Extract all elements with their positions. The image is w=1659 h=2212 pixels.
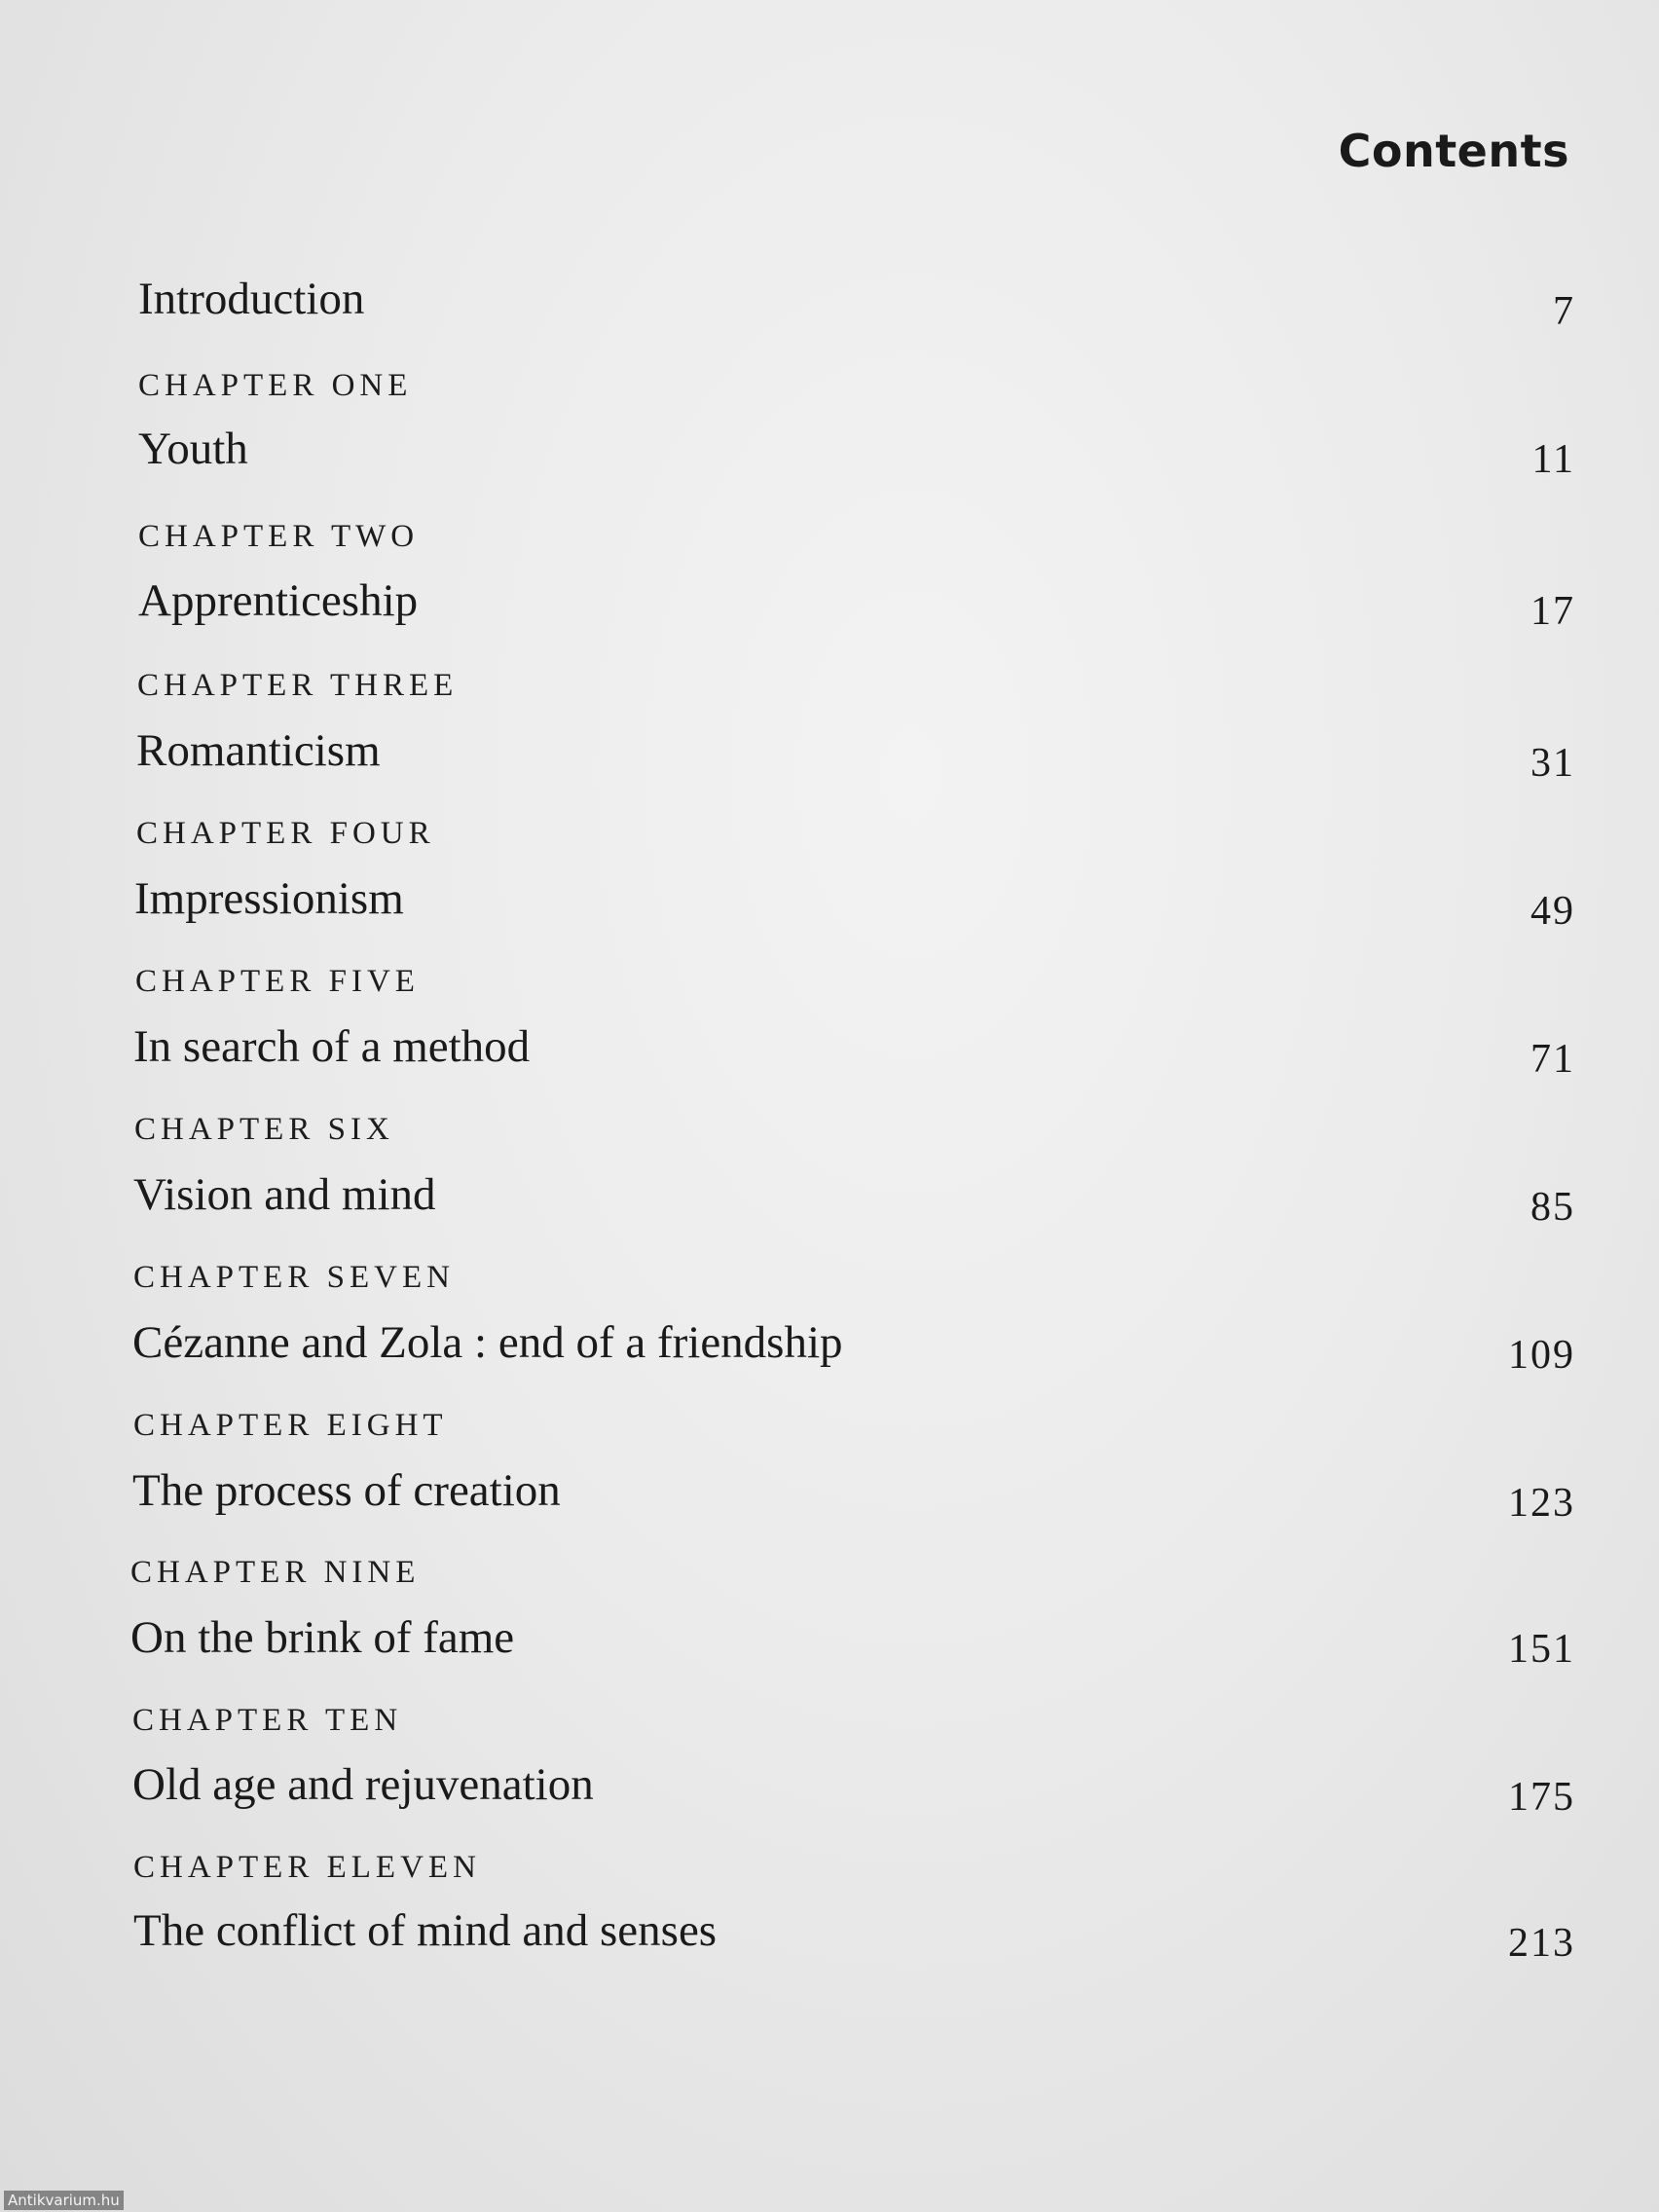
chapter-label: CHAPTER THREE (137, 668, 459, 703)
chapter-title: On the brink of fame (130, 1612, 515, 1663)
chapter-title: Youth (138, 424, 248, 474)
chapter-title: Romanticism (136, 725, 381, 776)
chapter-title: In search of a method (133, 1021, 531, 1072)
chapter-title: Old age and rejuvenation (132, 1759, 594, 1810)
chapter-label: CHAPTER ONE (138, 368, 413, 403)
chapter-page-number: 123 (1508, 1481, 1575, 1526)
chapter-title: The conflict of mind and senses (133, 1905, 718, 1956)
introduction-page-number: 7 (1553, 289, 1575, 334)
chapter-label: CHAPTER FOUR (136, 816, 435, 851)
watermark: Antikvarium.hu (4, 2191, 124, 2210)
page-title: Contents (1338, 125, 1569, 177)
chapter-label: CHAPTER NINE (130, 1555, 421, 1590)
chapter-page-number: 17 (1530, 589, 1575, 634)
chapter-page-number: 175 (1508, 1775, 1575, 1820)
chapter-title: Cézanne and Zola : end of a friendship (132, 1317, 843, 1368)
chapter-page-number: 71 (1530, 1037, 1575, 1082)
chapter-page-number: 31 (1530, 741, 1575, 786)
chapter-page-number: 213 (1508, 1921, 1575, 1966)
chapter-title: Apprenticeship (138, 575, 419, 626)
chapter-title: Impressionism (134, 873, 404, 924)
chapter-label: CHAPTER ELEVEN (133, 1850, 481, 1885)
chapter-label: CHAPTER SIX (134, 1112, 394, 1147)
chapter-page-number: 109 (1508, 1333, 1575, 1378)
chapter-label: CHAPTER TEN (132, 1703, 403, 1738)
chapter-label: CHAPTER TWO (138, 519, 420, 554)
chapter-label: CHAPTER EIGHT (133, 1408, 448, 1443)
chapter-page-number: 85 (1530, 1185, 1575, 1230)
chapter-label: CHAPTER FIVE (135, 964, 420, 999)
chapter-label: CHAPTER SEVEN (133, 1260, 455, 1295)
chapter-page-number: 151 (1508, 1627, 1575, 1672)
chapter-page-number: 11 (1531, 437, 1575, 482)
introduction-title: Introduction (138, 274, 365, 324)
chapter-title: Vision and mind (133, 1169, 436, 1220)
chapter-page-number: 49 (1530, 889, 1575, 934)
chapter-title: The process of creation (132, 1465, 561, 1516)
